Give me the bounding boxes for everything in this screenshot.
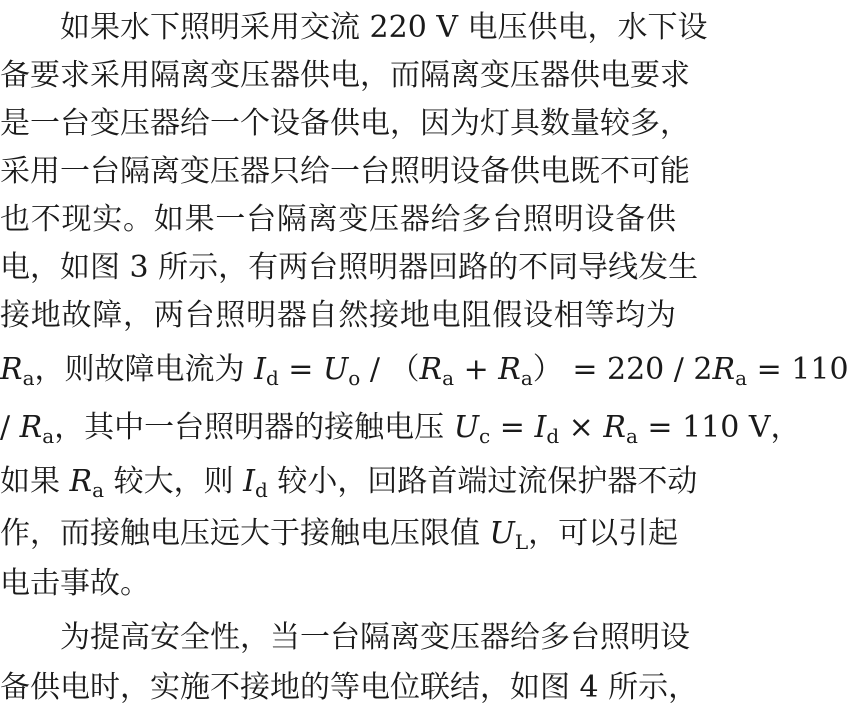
paragraph-2-line-1: 为提高安全性，当一台隔离变压器给多台照明设 <box>60 620 690 655</box>
text-segment: 如果 <box>0 464 70 499</box>
subscript-d: d <box>265 366 279 390</box>
variable-r: R <box>19 410 43 445</box>
paragraph-1-line-2: 备要求采用隔离变压器供电，而隔离变压器供电要求 <box>0 58 690 93</box>
subscript-a: a <box>22 366 35 390</box>
paragraph-1-line-3: 是一台变压器给一个设备供电，因为灯具数量较多， <box>0 106 690 141</box>
text-segment: = 110 V， <box>637 410 801 445</box>
variable-r: R <box>419 352 443 387</box>
subscript-l: L <box>514 530 529 554</box>
paragraph-1-end-line: 电击事故。 <box>0 566 150 601</box>
paragraph-1-line-1: 如果水下照明采用交流 220 V 电压供电，水下设 <box>60 10 708 45</box>
paragraph-1-line-6: 电，如图 3 所示，有两台照明器回路的不同导线发生 <box>0 250 699 285</box>
text-segment: ） = 220 / 2 <box>532 352 713 387</box>
equals-sign: = <box>490 410 535 445</box>
variable-r: R <box>498 352 521 387</box>
slash-sign: / <box>0 410 20 445</box>
text-segment: / （ <box>360 352 420 387</box>
equals-value: = 110 <box>747 352 849 387</box>
variable-r: R <box>603 410 626 445</box>
variable-r: R <box>712 352 736 387</box>
variable-i: I <box>243 464 256 499</box>
plus-sign: + <box>454 352 499 387</box>
variable-r: R <box>69 464 93 499</box>
text-segment: 较大，则 <box>104 464 244 499</box>
equals-sign: = <box>278 352 323 387</box>
subscript-a: a <box>625 424 638 448</box>
subscript-a: a <box>92 478 105 502</box>
paragraph-1-line-7: 接地故障，两台照明器自然接地电阻假设相等均为 <box>0 298 676 333</box>
text-segment: 作，而接触电压远大于接触电压限值 <box>0 516 490 551</box>
variable-i: I <box>534 410 547 445</box>
paragraph-1-line-5: 也不现实。如果一台隔离变压器给多台照明设备供 <box>0 202 676 237</box>
text-segment: ，其中一台照明器的接触电压 <box>54 410 454 445</box>
variable-u: U <box>453 410 480 445</box>
variable-u: U <box>322 352 349 387</box>
subscript-c: c <box>479 424 491 448</box>
formula-line-1 <box>0 346 849 394</box>
subscript-a: a <box>520 366 533 390</box>
variable-i: I <box>254 352 266 387</box>
text-segment: 较小，回路首端过流保护器不动 <box>267 464 698 499</box>
subscript-d: d <box>546 424 560 448</box>
subscript-a: a <box>42 424 55 448</box>
text-segment: ，则故障电流为 <box>34 352 255 387</box>
subscript-a: a <box>442 366 455 390</box>
variable-r: R <box>0 352 23 387</box>
paragraph-2-line-2: 备供电时，实施不接地的等电位联结，如图 4 所示， <box>0 670 699 705</box>
formula-line-4 <box>0 510 679 558</box>
text-segment: ，可以引起 <box>528 516 679 551</box>
variable-u: U <box>489 516 515 551</box>
paragraph-1-line-4: 采用一台隔离变压器只给一台照明设备供电既不可能 <box>0 154 690 189</box>
times-sign: × <box>559 410 604 445</box>
formula-line-3 <box>0 458 698 506</box>
subscript-o: o <box>348 366 361 390</box>
formula-line-2 <box>0 404 801 452</box>
subscript-a: a <box>735 366 748 390</box>
subscript-d: d <box>255 478 268 502</box>
